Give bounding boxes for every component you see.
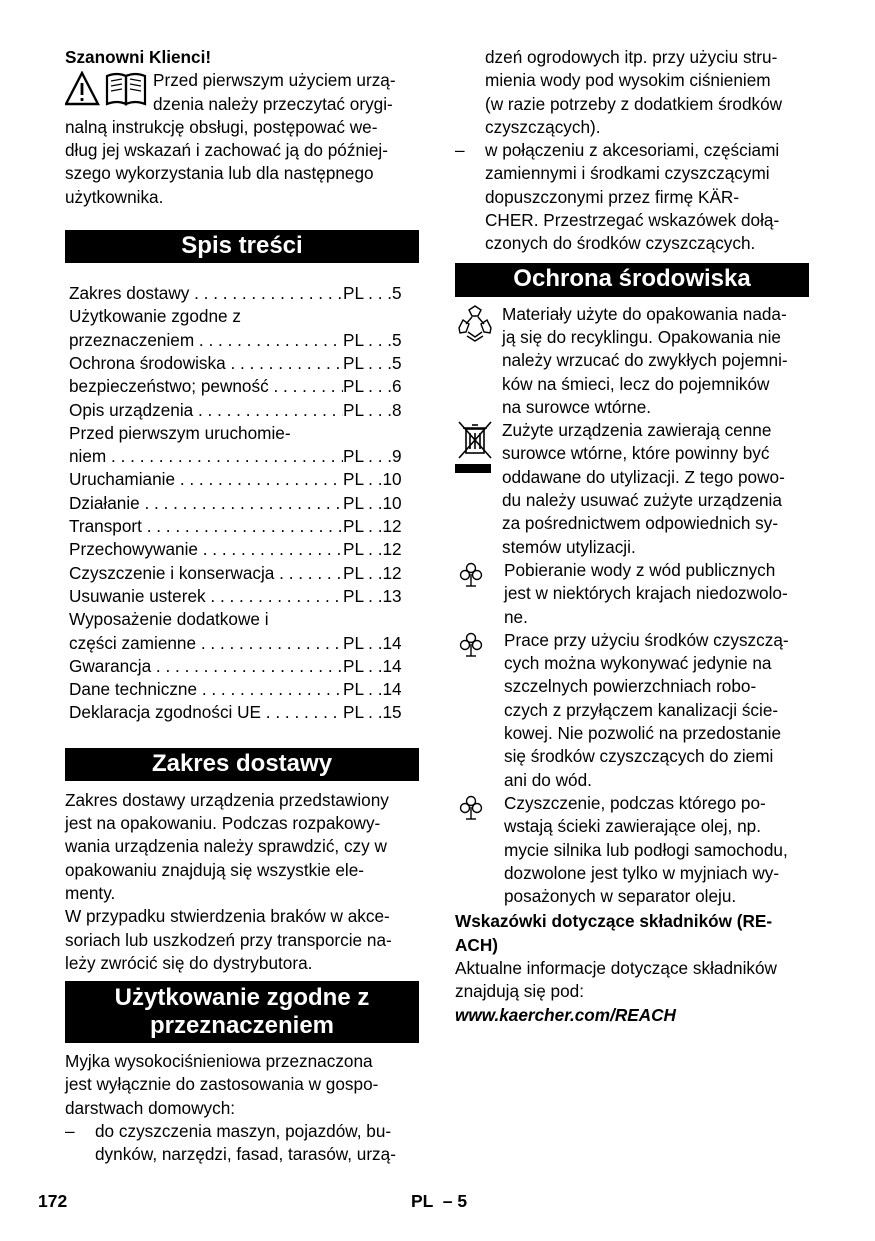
scope-p2-line: soriach lub uszkodzeń przy transporcie na- bbox=[65, 929, 392, 950]
environment-item-line: cych można wykonywać jedynie na bbox=[504, 653, 772, 674]
environment-item-line: jest w niektórych krajach niedozwolo- bbox=[504, 583, 788, 604]
warning-triangle-icon bbox=[65, 71, 153, 111]
toc-entry[interactable] bbox=[65, 492, 419, 515]
toc-entry-title: Usuwanie usterek . . . bbox=[69, 585, 343, 608]
usage-p1-line: darstwach domowych: bbox=[65, 1097, 236, 1118]
environment-item-line: ków na śmieci, lecz do pojemników bbox=[502, 373, 770, 394]
toc-entry[interactable] bbox=[65, 701, 419, 724]
intro-line1: Przed pierwszym użyciem urzą- bbox=[153, 70, 396, 91]
toc-entry-page: PL . . .8 bbox=[343, 399, 402, 420]
environment-item-line: czych z przyłączem kanalizacji ście- bbox=[504, 699, 779, 720]
toc-entry-page: PL . . .5 bbox=[343, 329, 402, 350]
usage-title-line2: przeznaczeniem bbox=[149, 1012, 335, 1040]
toc-entry[interactable] bbox=[65, 678, 419, 701]
environment-list bbox=[455, 303, 809, 909]
intro-rest-0: nalną instrukcję obsługi, postępować we- bbox=[65, 116, 378, 137]
environment-item-line: na surowce wtórne. bbox=[502, 396, 652, 417]
toc-entry-title: Dane techniczne . . . bbox=[69, 678, 343, 701]
recycling-icon bbox=[455, 303, 502, 419]
toc-entry-page: PL . .14 bbox=[343, 679, 402, 700]
scope-p2-line: leży zwrócić się do dystrybutora. bbox=[65, 952, 313, 973]
toc-entry-page: PL . . .5 bbox=[343, 283, 402, 304]
toc-entry-page: PL . . .9 bbox=[343, 446, 402, 467]
environment-item-line: stemów utylizacji. bbox=[502, 536, 636, 557]
crossed-bin-icon bbox=[455, 419, 502, 559]
usage-bullet2-line: dopuszczonymi przez firmę KÄR- bbox=[485, 186, 740, 207]
bullet-dash: – bbox=[65, 1120, 75, 1141]
toc-entry-page: PL . .15 bbox=[343, 702, 402, 723]
toc-entry[interactable] bbox=[65, 585, 419, 608]
usage-bullet2-line: CHER. Przestrzegać wskazówek dołą- bbox=[485, 210, 780, 231]
usage-bullet1-line: dynków, narzędzi, fasad, tarasów, urzą- bbox=[95, 1144, 396, 1165]
toc-entry[interactable] bbox=[65, 305, 419, 328]
toc-entry-title: części zamienne . . . bbox=[69, 632, 343, 655]
environment-item-line: ne. bbox=[504, 606, 528, 627]
toc-entry-title: Deklaracja zgodności UE . . . bbox=[69, 701, 343, 724]
scope-p1-line: wania urządzenia należy sprawdzić, czy w bbox=[65, 836, 387, 857]
environment-icon bbox=[455, 559, 504, 629]
environment-item-line: ją się do recyklingu. Opakowania nie bbox=[502, 326, 781, 347]
environment-title: Ochrona środowiska bbox=[455, 263, 809, 297]
page-label: PL – 5 bbox=[411, 1191, 468, 1211]
toc-entry-title: Transport . . . bbox=[69, 515, 343, 538]
toc-entry-title: Ochrona środowiska . . . bbox=[69, 352, 343, 375]
bullet-dash: – bbox=[455, 140, 465, 161]
environment-item bbox=[455, 419, 809, 559]
usage-bullet-1 bbox=[65, 1120, 419, 1167]
environment-item bbox=[455, 629, 809, 792]
toc-entry-title: Wyposażenie dodatkowe i bbox=[69, 609, 269, 630]
left-column bbox=[65, 46, 419, 1167]
usage-bullet-2 bbox=[455, 139, 809, 255]
toc-entry[interactable] bbox=[65, 329, 419, 352]
usage-p1-line: Myjka wysokociśnieniowa przeznaczona bbox=[65, 1051, 373, 1072]
usage-bullet1-line: do czyszczenia maszyn, pojazdów, bu- bbox=[95, 1120, 392, 1141]
intro-line2: dzenia należy przeczytać orygi- bbox=[153, 93, 393, 114]
reach-link[interactable]: www.kaercher.com/REACH bbox=[455, 1004, 676, 1025]
environment-icon bbox=[455, 629, 504, 792]
usage-bullet1-line: (w razie potrzeby z dodatkiem środków bbox=[485, 93, 783, 114]
toc-entry[interactable] bbox=[65, 515, 419, 538]
toc-entry-title: Gwarancja . . . bbox=[69, 655, 343, 678]
usage-title bbox=[65, 981, 419, 1043]
environment-item-line: szczelnych powierzchniach robo- bbox=[504, 676, 757, 697]
reach-text: Aktualne informacje dotyczące składników bbox=[455, 957, 777, 978]
intro-rest-3: użytkownika. bbox=[65, 186, 164, 207]
environment-item-line: surowce wtórne, które powinny być bbox=[502, 443, 770, 464]
toc-entry[interactable] bbox=[65, 399, 419, 422]
toc-entry-page: PL . .14 bbox=[343, 655, 402, 676]
toc-entry[interactable] bbox=[65, 352, 419, 375]
usage-bullet2-line: czonych do środków czyszczących. bbox=[485, 233, 756, 254]
environment-item-line: Pobieranie wody z wód publicznych bbox=[504, 559, 776, 580]
environment-item-line: za pośrednictwem odpowiednich sy- bbox=[502, 513, 779, 534]
scope-p1-line: Zakres dostawy urządzenia przedstawiony bbox=[65, 789, 389, 810]
intro-rest-1: dług jej wskazań i zachować ją do później- bbox=[65, 140, 388, 161]
toc-entry[interactable] bbox=[65, 422, 419, 445]
toc-entry[interactable] bbox=[65, 468, 419, 491]
usage-p1-line: jest wyłącznie do zastosowania w gospo- bbox=[65, 1074, 379, 1095]
environment-item bbox=[455, 303, 809, 419]
environment-item-line: posażonych w separator oleju. bbox=[504, 886, 737, 907]
environment-item-line: Materiały użyte do opakowania nada- bbox=[502, 303, 787, 324]
environment-item-line: dozwolone jest tylko w myjniach wy- bbox=[504, 862, 780, 883]
toc-entry[interactable] bbox=[65, 562, 419, 585]
toc-entry[interactable] bbox=[65, 538, 419, 561]
toc-entry[interactable] bbox=[65, 445, 419, 468]
toc-title: Spis treści bbox=[65, 230, 419, 263]
toc-entry-page: PL . .12 bbox=[343, 562, 402, 583]
environment-item-line: wstają ścieki zawierające olej, np. bbox=[504, 816, 761, 837]
reach-text: znajdują się pod: bbox=[455, 981, 584, 1002]
environment-icon bbox=[455, 792, 504, 908]
scope-p2-line: W przypadku stwierdzenia braków w akce- bbox=[65, 906, 390, 927]
toc-entry-title: Działanie . . . bbox=[69, 492, 343, 515]
scope-p1-line: jest na opakowaniu. Podczas rozpakowy- bbox=[65, 813, 381, 834]
right-column bbox=[455, 46, 809, 1027]
toc-entry-title: Zakres dostawy . . . bbox=[69, 282, 343, 305]
toc-entry-page: PL . .10 bbox=[343, 492, 402, 513]
usage-text bbox=[65, 1050, 419, 1166]
reach-heading: ACH) bbox=[455, 934, 498, 955]
environment-item-line: oddawane do utylizacji. Z tego powo- bbox=[502, 466, 785, 487]
reach-heading: Wskazówki dotyczące składników (RE- bbox=[455, 911, 773, 932]
scope-text bbox=[65, 789, 419, 975]
environment-item-line: Czyszczenie, podczas którego po- bbox=[504, 792, 766, 813]
toc-entry-page: PL . .12 bbox=[343, 539, 402, 560]
usage-bullet2-line: w połączeniu z akcesoriami, częściami bbox=[485, 140, 780, 161]
toc-entry-title: bezpieczeństwo; pewność . . . bbox=[69, 375, 343, 398]
environment-item-line: kowej. Nie pozwolić na przedostanie bbox=[504, 723, 782, 744]
intro-heading: Szanowni Klienci! bbox=[65, 47, 212, 67]
environment-item-line: ani do wód. bbox=[504, 769, 592, 790]
table-of-contents bbox=[65, 282, 419, 725]
usage-bullet1-line: mienia wody pod wysokim ciśnieniem bbox=[485, 70, 771, 91]
toc-entry[interactable] bbox=[65, 282, 419, 305]
toc-entry-title: przeznaczeniem . . . bbox=[69, 329, 343, 352]
toc-entry-title: Uruchamianie . . . bbox=[69, 468, 343, 491]
toc-entry[interactable] bbox=[65, 632, 419, 655]
toc-entry-page: PL . .13 bbox=[343, 585, 402, 606]
environment-item bbox=[455, 559, 809, 629]
environment-item bbox=[455, 792, 809, 908]
toc-entry-page: PL . . .5 bbox=[343, 352, 402, 373]
toc-entry-title: Przechowywanie . . . bbox=[69, 538, 343, 561]
usage-bullet-1-cont bbox=[455, 46, 809, 139]
scope-p1-line: menty. bbox=[65, 882, 116, 903]
toc-entry-title: Opis urządzenia . . . bbox=[69, 399, 343, 422]
usage-bullet1-line: dzeń ogrodowych itp. przy użyciu stru- bbox=[485, 47, 778, 67]
environment-item-line: należy wrzucać do zwykłych pojemni- bbox=[502, 350, 788, 371]
intro-rest-2: szego wykorzystania lub dla następnego bbox=[65, 163, 374, 184]
toc-entry-title: niem . . . bbox=[69, 445, 343, 468]
page-number: 172 bbox=[38, 1191, 68, 1211]
usage-bullet1-line: czyszczących). bbox=[485, 116, 601, 137]
toc-entry-title: Przed pierwszym uruchomie- bbox=[69, 422, 291, 443]
toc-entry[interactable] bbox=[65, 375, 419, 398]
intro-warning bbox=[65, 69, 419, 116]
usage-title-line1: Użytkowanie zgodne z bbox=[114, 984, 370, 1012]
toc-entry[interactable] bbox=[65, 655, 419, 678]
environment-item-line: du należy usuwać zużyte urządzenia bbox=[502, 490, 782, 511]
manual-book-icon bbox=[107, 74, 145, 104]
environment-item-line: mycie silnika lub podłogi samochodu, bbox=[504, 839, 788, 860]
environment-item-line: się środków czyszczących do ziemi bbox=[504, 746, 774, 767]
toc-entry-page: PL . .10 bbox=[343, 469, 402, 490]
scope-title: Zakres dostawy bbox=[65, 748, 419, 781]
toc-entry-page: PL . . .6 bbox=[343, 376, 402, 397]
environment-item-line: Prace przy użyciu środków czyszczą- bbox=[504, 629, 789, 650]
toc-entry[interactable] bbox=[65, 608, 419, 631]
scope-p1-line: opakowaniu znajdują się wszystkie ele- bbox=[65, 859, 365, 880]
toc-entry-title: Użytkowanie zgodne z bbox=[69, 306, 241, 327]
usage-bullet2-line: zamiennymi i środkami czyszczącymi bbox=[485, 163, 770, 184]
toc-entry-page: PL . .14 bbox=[343, 632, 402, 653]
toc-entry-page: PL . .12 bbox=[343, 516, 402, 537]
toc-entry-title: Czyszczenie i konserwacja . . . bbox=[69, 562, 343, 585]
warning-manual-icons bbox=[65, 69, 153, 113]
environment-item-line: Zużyte urządzenia zawierają cenne bbox=[502, 420, 772, 441]
